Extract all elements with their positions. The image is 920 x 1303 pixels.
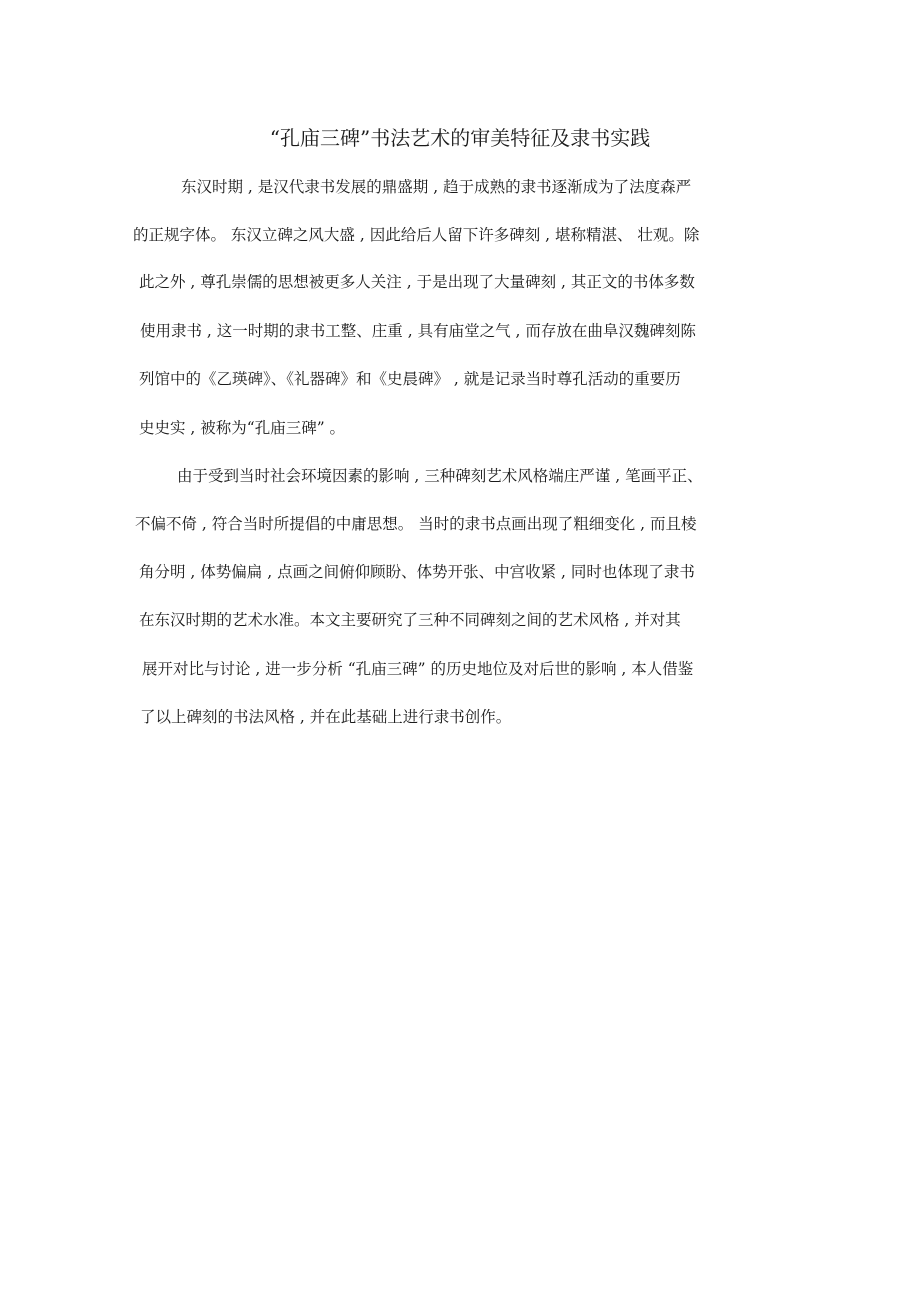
paragraph-2-line-1: 由于受到当时社会环境因素的影响 , 三种碑刻艺术风格端庄严谨 , 笔画平正、 bbox=[177, 467, 703, 485]
document-title: “孔庙三碑”书法艺术的审美特征及隶书实践 bbox=[269, 126, 651, 150]
paragraph-2-line-4: 在东汉时期的艺术水准。本文主要研究了三种不同碑刻之间的艺术风格 , 并对其 bbox=[139, 611, 681, 629]
paragraph-2-line-3: 角分明 , 体势偏扁 , 点画之间俯仰顾盼、体势开张、中宫收紧 , 同时也体现了隶书 bbox=[139, 563, 695, 581]
paragraph-1-line-1: 东汉时期 , 是汉代隶书发展的鼎盛期 , 趋于成熟的隶书逐渐成为了法度森严 bbox=[181, 178, 692, 196]
paragraph-1-line-2: 的正规字体。 东汉立碑之风大盛 , 因此给后人留下许多碑刻 , 堪称精湛、 壮观。除 bbox=[133, 226, 700, 244]
paragraph-2-line-6: 了以上碑刻的书法风格 , 并在此基础上进行隶书创作。 bbox=[140, 708, 512, 726]
paragraph-2-line-5: 展开对比与讨论 , 进一步分析 “孔庙三碑” 的历史地位及对后世的影响 , 本人借鉴 bbox=[142, 660, 694, 678]
paragraph-1-line-3: 此之外 , 尊孔崇儒的思想被更多人关注 , 于是出现了大量碑刻 , 其正文的书体多数 bbox=[139, 273, 695, 291]
paragraph-1-line-6: 史史实 , 被称为“孔庙三碑” 。 bbox=[139, 419, 346, 437]
paragraph-2-line-2: 不偏不倚 , 符合当时所提倡的中庸思想。 当时的隶书点画出现了粗细变化 , 而且棱 bbox=[135, 515, 697, 533]
paragraph-1-line-4: 使用隶书 , 这一时期的隶书工整、庄重 , 具有庙堂之气 , 而存放在曲阜汉魏碑刻陈 bbox=[140, 322, 696, 340]
paragraph-1-line-5: 列馆中的《乙瑛碑》、《礼器碑》和《史晨碑》 , 就是记录当时尊孔活动的重要历 bbox=[139, 370, 681, 388]
